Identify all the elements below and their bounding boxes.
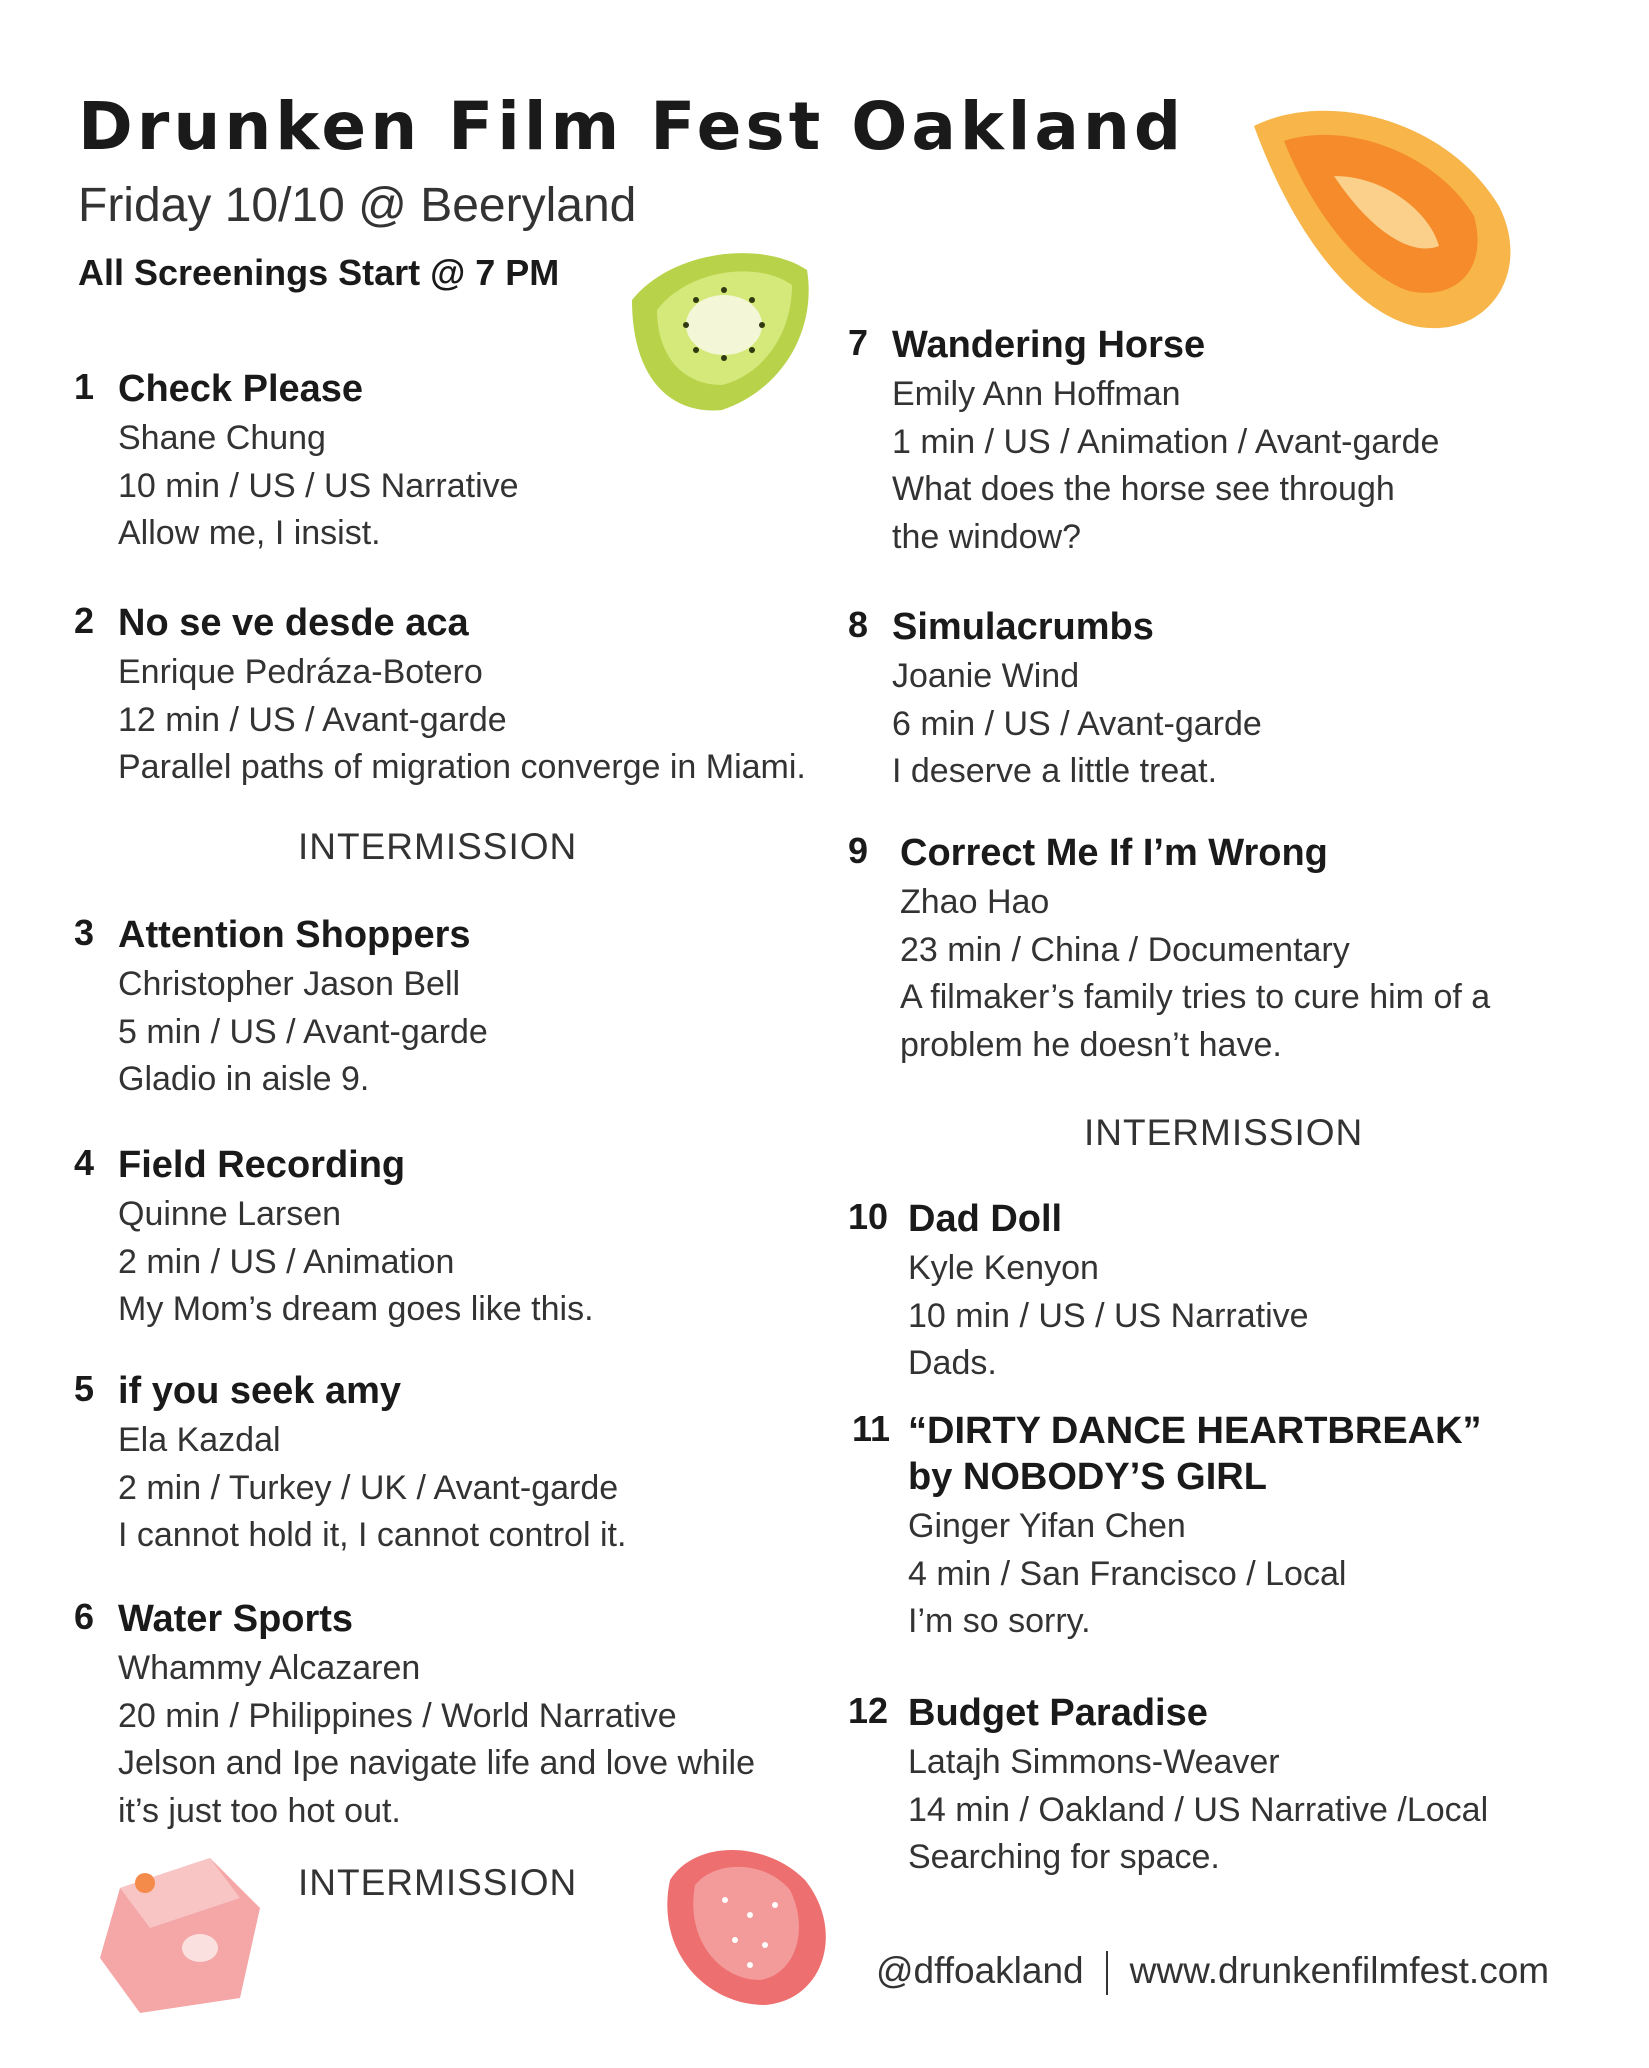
film-title: Check Please (118, 368, 364, 410)
intermission-label: INTERMISSION (298, 1862, 578, 1903)
film-tagline: My Mom’s dream goes like this. (118, 1290, 594, 1328)
film-director: Joanie Wind (892, 657, 1080, 695)
film-title: if you seek amy (118, 1370, 402, 1412)
film-number: 4 (74, 1142, 95, 1183)
film-title: Water Sports (118, 1598, 354, 1640)
film-tagline: problem he doesn’t have. (900, 1025, 1282, 1064)
film-title: Budget Paradise (908, 1692, 1208, 1734)
film-info: 23 min / China / Documentary (900, 930, 1350, 969)
social-handle-link[interactable]: @dffoakland (876, 1950, 1084, 1991)
film-entry-10 (848, 1196, 1608, 1388)
film-info: 2 min / US / Animation (118, 1242, 455, 1281)
film-title: No se ve desde aca (118, 602, 469, 644)
strawberry-illustration (655, 1840, 845, 2010)
film-title: Attention Shoppers (118, 914, 471, 956)
film-tagline: I cannot hold it, I cannot control it. (118, 1516, 627, 1554)
film-number: 7 (848, 322, 869, 363)
film-info: 10 min / US / US Narrative (118, 466, 519, 505)
film-director: Enrique Pedráza-Botero (118, 653, 483, 691)
film-tagline: A filmaker’s family tries to cure him of a (900, 978, 1491, 1016)
start-time-note: All Screenings Start @ 7 PM (78, 252, 560, 293)
website-link[interactable]: www.drunkenfilmfest.com (1129, 1950, 1550, 1991)
film-director: Quinne Larsen (118, 1195, 342, 1233)
film-director: Christopher Jason Bell (118, 965, 461, 1003)
film-director: Whammy Alcazaren (118, 1649, 421, 1687)
film-title: Field Recording (118, 1144, 406, 1186)
film-tagline: Gladio in aisle 9. (118, 1060, 370, 1098)
film-entry-6 (74, 1596, 834, 1835)
film-number: 8 (848, 604, 869, 645)
film-entry-12 (848, 1690, 1608, 1882)
film-entry-1 (74, 366, 834, 558)
film-title: Simulacrumbs (892, 606, 1154, 648)
film-tagline: Searching for space. (908, 1838, 1220, 1876)
film-entry-7 (848, 322, 1608, 561)
film-info: 10 min / US / US Narrative (908, 1296, 1309, 1335)
film-number: 3 (74, 912, 95, 953)
film-entry-9 (848, 830, 1608, 1069)
film-tagline: the window? (892, 517, 1082, 556)
film-director: Ginger Yifan Chen (908, 1507, 1186, 1545)
film-number: 12 (848, 1690, 889, 1731)
film-info: 12 min / US / Avant-garde (118, 700, 507, 739)
film-tagline: I’m so sorry. (908, 1602, 1091, 1640)
film-info: 6 min / US / Avant-garde (892, 704, 1262, 743)
film-entry-4 (74, 1142, 834, 1334)
film-number: 9 (848, 830, 869, 871)
film-director: Latajh Simmons-Weaver (908, 1743, 1280, 1781)
film-info: 5 min / US / Avant-garde (118, 1012, 488, 1051)
film-number: 11 (852, 1408, 891, 1449)
film-title: Correct Me If I’m Wrong (900, 832, 1328, 874)
film-entry-8 (848, 604, 1608, 796)
film-info: 14 min / Oakland / US Narrative /Local (908, 1790, 1489, 1829)
film-title: Wandering Horse (892, 324, 1206, 366)
film-tagline: I deserve a little treat. (892, 752, 1218, 790)
event-date-venue: Friday 10/10 @ Beeryland (78, 179, 637, 232)
film-tagline: Dads. (908, 1344, 997, 1382)
film-title: “DIRTY DANCE HEARTBREAK” (908, 1410, 1482, 1452)
film-info: 4 min / San Francisco / Local (908, 1554, 1347, 1593)
film-number: 10 (848, 1196, 889, 1237)
film-info: 20 min / Philippines / World Narrative (118, 1696, 677, 1735)
footer-divider (1106, 1951, 1108, 1995)
film-director: Emily Ann Hoffman (892, 375, 1181, 413)
peach-illustration (1244, 96, 1534, 346)
film-tagline: it’s just too hot out. (118, 1791, 401, 1830)
film-tagline: Parallel paths of migration converge in Miami. (118, 748, 806, 786)
film-tagline: Jelson and Ipe navigate life and love while (118, 1744, 755, 1782)
film-director: Zhao Hao (900, 883, 1050, 921)
film-title: Dad Doll (908, 1198, 1063, 1240)
film-title: by NOBODY’S GIRL (908, 1456, 1267, 1498)
film-number: 1 (74, 366, 95, 407)
intermission-label: INTERMISSION (298, 826, 578, 867)
intermission-label: INTERMISSION (1084, 1112, 1364, 1153)
film-info: 1 min / US / Animation / Avant-garde (892, 422, 1440, 461)
film-info: 2 min / Turkey / UK / Avant-garde (118, 1468, 619, 1507)
footer (876, 1950, 1549, 1995)
film-number: 6 (74, 1596, 95, 1637)
film-entry-11 (852, 1408, 1612, 1646)
film-entry-2 (74, 600, 834, 792)
film-director: Shane Chung (118, 419, 326, 457)
film-number: 2 (74, 600, 95, 641)
film-number: 5 (74, 1368, 95, 1409)
film-director: Ela Kazdal (118, 1421, 281, 1459)
page-title: Drunken Film Fest Oakland (78, 88, 1186, 165)
watermelon-cube-illustration (90, 1848, 270, 2018)
film-tagline: What does the horse see through (892, 470, 1395, 508)
film-entry-3 (74, 912, 834, 1104)
film-entry-5 (74, 1368, 834, 1560)
film-tagline: Allow me, I insist. (118, 514, 381, 552)
film-director: Kyle Kenyon (908, 1249, 1099, 1287)
